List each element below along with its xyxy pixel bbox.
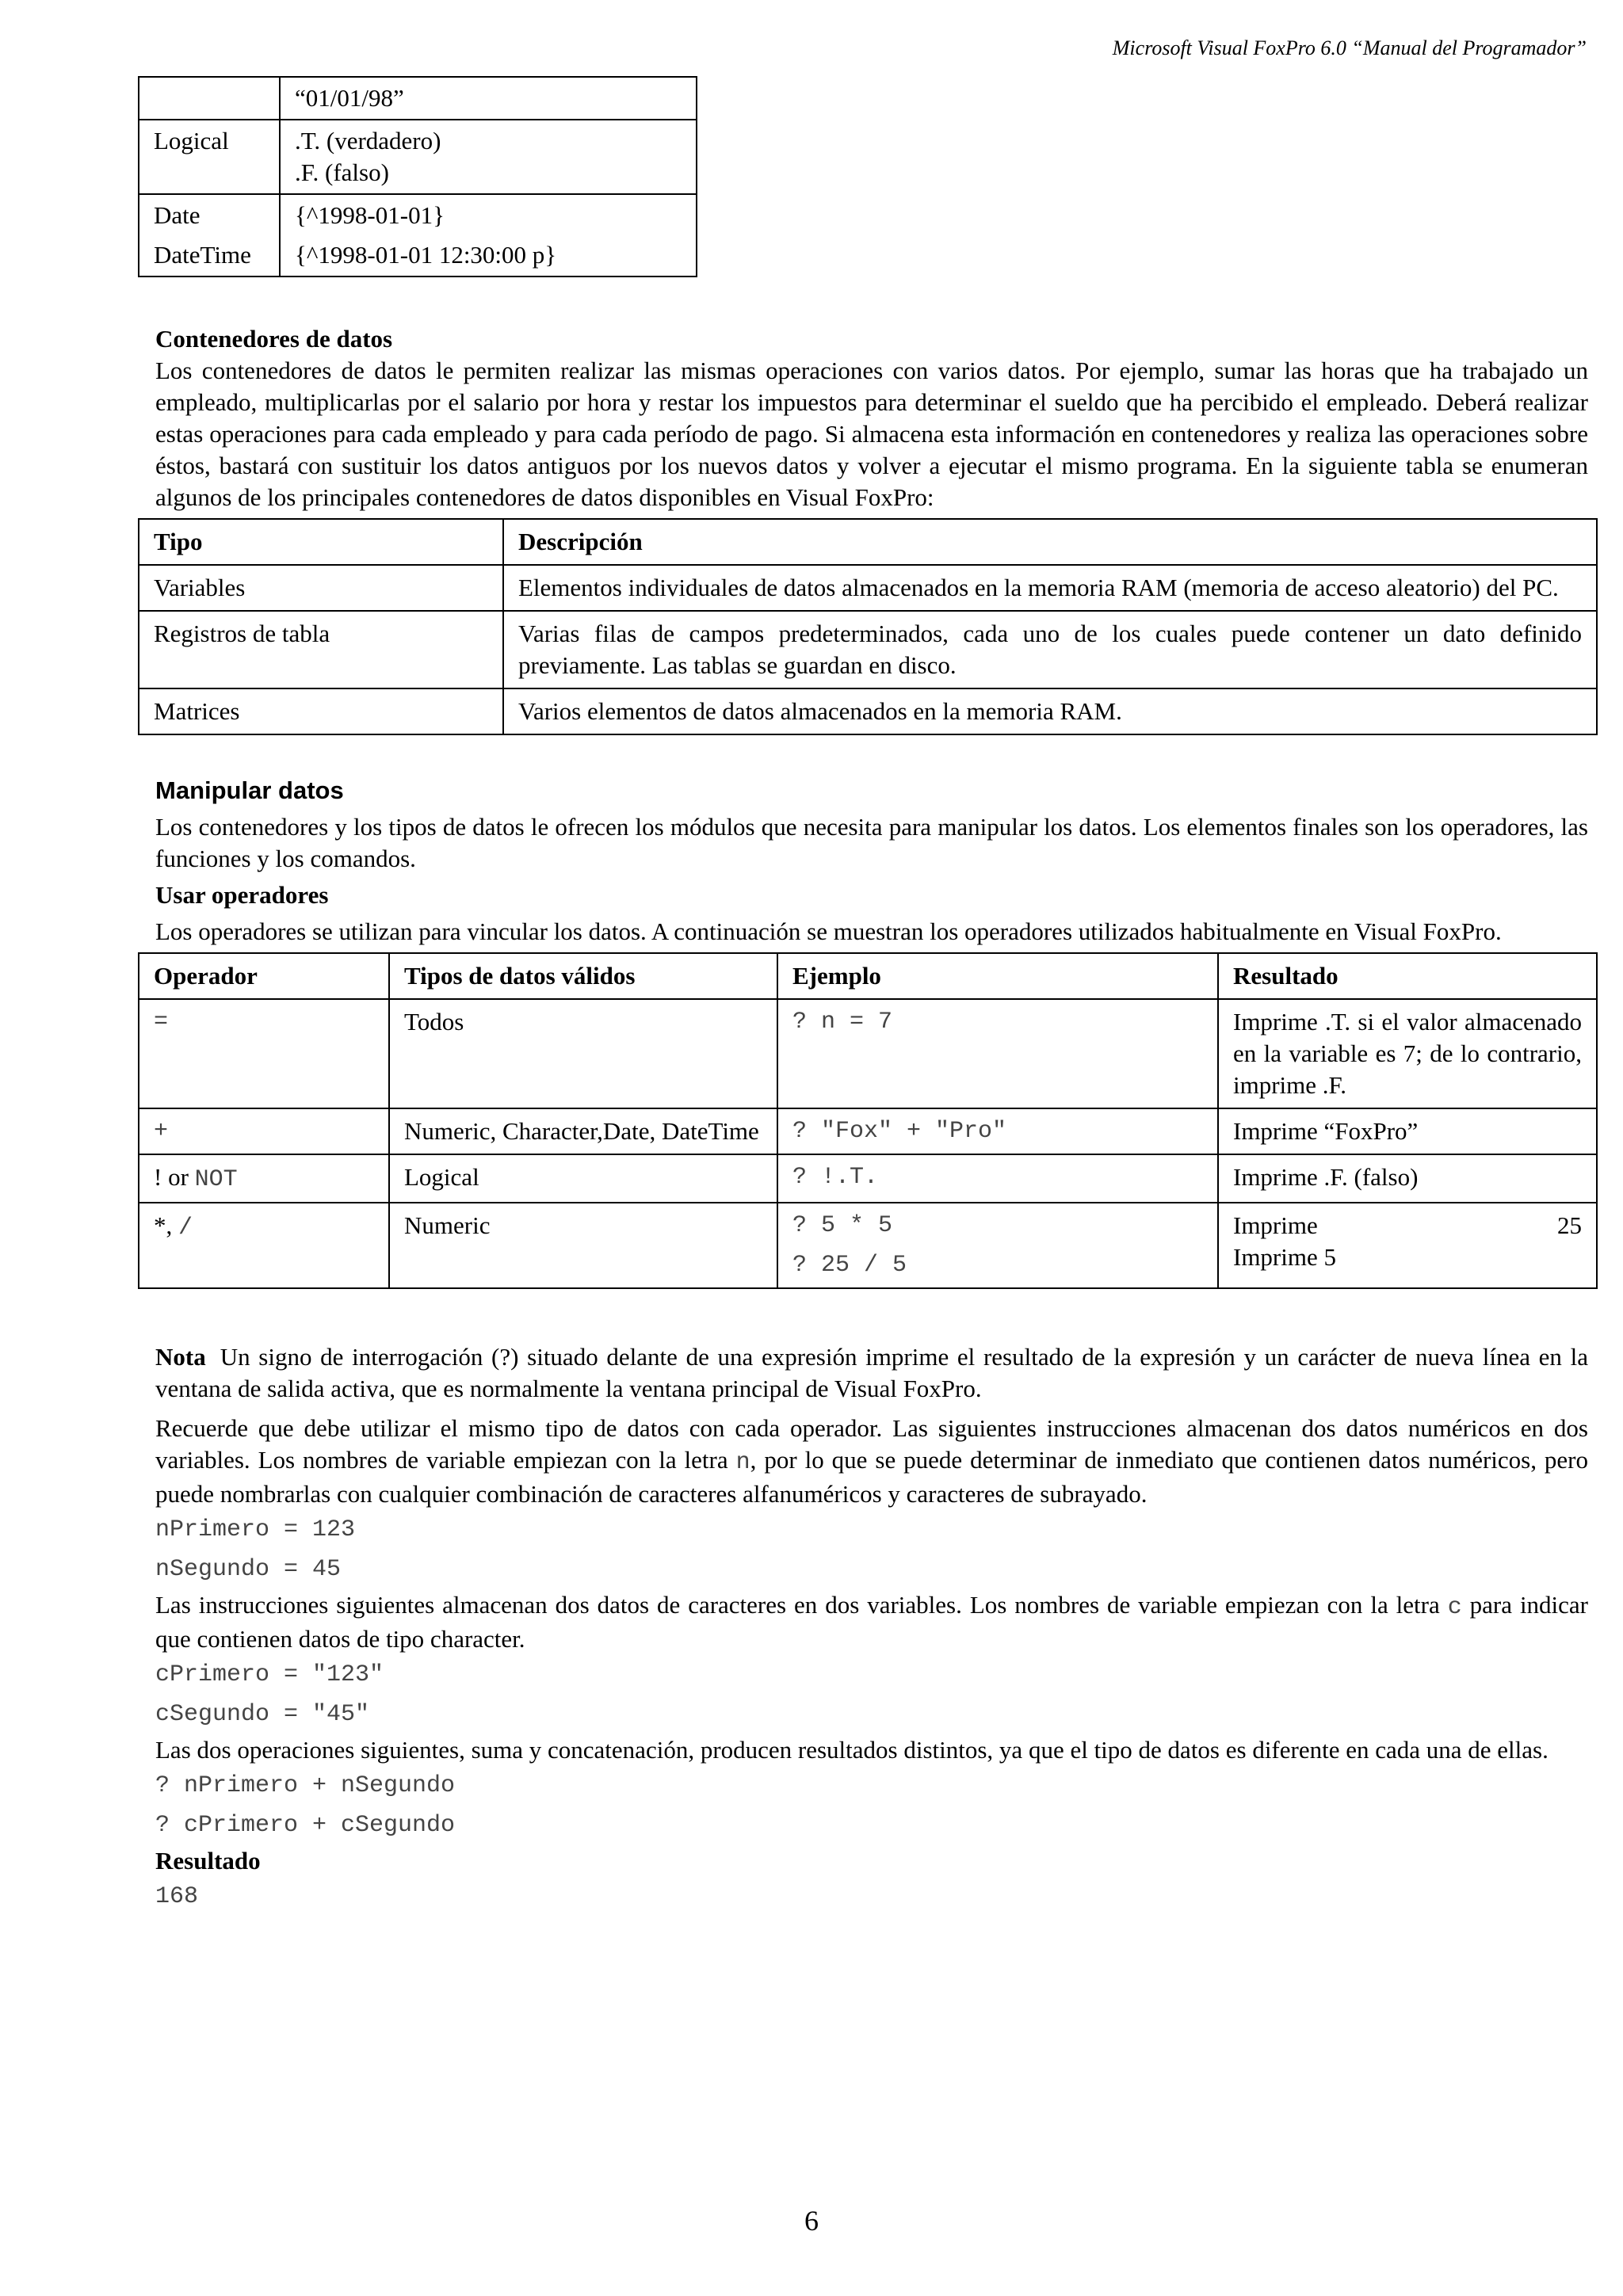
result-value: 25 [1557, 1211, 1582, 1239]
containers-paragraph: Los contenedores de datos le permiten realizar las mismas operaciones con varios datos. Por ejemplo, sumar las horas que ha trabajado un empleado, multiplicarlas por el salario por hora y restar los impuestos para determinar el sueldo que ha percibido el empleado. Deberá realizar estas operaciones para cada empleado y para cada período de pago. Si almacena esta información en contenedores y realiza las operaciones sobre éstos, bastará con sustituir los datos antiguos por los nuevos datos y volver a ejecutar el mismo programa. En la siguiente tabla se enumeran algunos de los principales contenedores de datos disponibles en Visual FoxPro: [155, 357, 1588, 511]
table-cell: “01/01/98” [280, 77, 697, 120]
table-row [139, 999, 1597, 1108]
code-line: nSegundo = 45 [155, 1556, 342, 1583]
column-header: Tipo [139, 519, 503, 565]
table-row [139, 120, 697, 194]
table-row [139, 611, 1597, 688]
table-cell: ? n = 7 [777, 999, 1218, 1108]
operators-table [138, 952, 1598, 1289]
operators-heading: Usar operadores [155, 881, 329, 909]
table-cell [139, 77, 280, 120]
date-type-label: Date [154, 201, 200, 229]
result-line: Imprime 5 [1233, 1243, 1336, 1271]
table-row [139, 194, 697, 277]
table-cell: Imprime “FoxPro” [1218, 1108, 1597, 1154]
table-cell: Numeric [389, 1203, 777, 1288]
table-cell [280, 194, 697, 277]
table-cell: = [139, 999, 389, 1108]
inline-code: n [735, 1449, 750, 1476]
table-cell: Registros de tabla [139, 611, 503, 688]
table-cell: Imprime .F. (falso) [1218, 1154, 1597, 1203]
operator-text: *, [154, 1211, 173, 1239]
containers-table [138, 518, 1598, 735]
table-header-row [139, 953, 1597, 999]
note-text: Un signo de interrogación (?) situado delante de una expresión imprime el resultado de la expresión y un carácter de nueva línea en la ventana de salida activa, que es normalmente la ventana principal de Visual FoxPro. [155, 1343, 1588, 1402]
table-row [139, 688, 1597, 734]
example-line: ? 5 * 5 [792, 1212, 893, 1239]
table-cell: Logical [389, 1154, 777, 1203]
table-header-row [139, 519, 1597, 565]
running-header: Microsoft Visual FoxPro 6.0 “Manual del Programador” [1112, 36, 1587, 59]
manipulate-paragraph: Los contenedores y los tipos de datos le ofrecen los módulos que necesita para manipular los datos. Los elementos finales son los operadores, las funciones y los comandos. [155, 813, 1588, 872]
table-cell: Numeric, Character,Date, DateTime [389, 1108, 777, 1154]
table-cell [139, 194, 280, 277]
table-cell: Matrices [139, 688, 503, 734]
example-line: ? 25 / 5 [792, 1252, 907, 1279]
table-cell: Imprime .T. si el valor almacenado en la variable es 7; de lo contrario, imprime .F. [1218, 999, 1597, 1108]
table-cell: Varias filas de campos predeterminados, cada uno de los cuales puede contener un dato definido previamente. Las tablas se guardan en disco. [503, 611, 1597, 688]
table-cell: ? !.T. [777, 1154, 1218, 1203]
column-header: Descripción [503, 519, 1597, 565]
page-content [155, 76, 1588, 1917]
body-text: para indicar que contienen datos de tipo character. [155, 1591, 1589, 1653]
table-cell: + [139, 1108, 389, 1154]
table-row [139, 1203, 1597, 1288]
note-paragraph [155, 1341, 1588, 1405]
datetime-type-label: DateTime [154, 241, 251, 269]
operators-paragraph: Los operadores se utilizan para vincular los datos. A continuación se muestran los operadores utilizados habitualmente en Visual FoxPro. [155, 917, 1502, 945]
table-row [139, 1108, 1597, 1154]
body-paragraph [155, 1589, 1588, 1655]
column-header: Operador [139, 953, 389, 999]
inline-code: c [1447, 1594, 1462, 1621]
code-line: nPrimero = 123 [155, 1516, 356, 1543]
logical-true-text: .T. (verdadero) [295, 127, 441, 154]
operator-mono: NOT [194, 1166, 238, 1193]
body-text: , por lo que se puede determinar de inmediato que contienen datos numéricos, pero puede nombrarlas con cualquier combinación de caracteres alfanuméricos y caracteres de subrayado. [155, 1446, 1589, 1508]
table-row [139, 565, 1597, 611]
result-text: Imprime [1233, 1211, 1318, 1239]
note-label: Nota [155, 1343, 206, 1371]
data-types-table [138, 76, 697, 277]
body-text: Las instrucciones siguientes almacenan dos datos de caracteres en dos variables. Los nombres de variable empiezan con la letra [155, 1591, 1440, 1619]
table-cell [139, 1154, 389, 1203]
column-header: Resultado [1218, 953, 1597, 999]
table-cell: Variables [139, 565, 503, 611]
table-cell: Todos [389, 999, 777, 1108]
table-row [139, 77, 697, 120]
code-line: ? cPrimero + cSegundo [155, 1812, 456, 1839]
body-text: Recuerde que debe utilizar el mismo tipo de datos con cada operador. Las siguientes instrucciones almacenan dos datos numéricos en dos variables. Los nombres de variable empiezan con la letra [155, 1414, 1588, 1474]
table-cell: Logical [139, 120, 280, 194]
column-header: Tipos de datos válidos [389, 953, 777, 999]
code-line: ? nPrimero + nSegundo [155, 1772, 456, 1799]
code-line: cSegundo = "45" [155, 1701, 370, 1728]
operator-text: ! or [154, 1163, 189, 1191]
body-paragraph [155, 1413, 1588, 1510]
table-row [139, 1154, 1597, 1203]
code-line: 168 [155, 1883, 199, 1910]
table-cell [1218, 1203, 1597, 1288]
page-number: 6 [804, 2205, 819, 2237]
table-cell [139, 1203, 389, 1288]
table-cell: ? "Fox" + "Pro" [777, 1108, 1218, 1154]
code-line: cPrimero = "123" [155, 1661, 384, 1688]
column-header: Ejemplo [777, 953, 1218, 999]
table-cell: Elementos individuales de datos almacenados en la memoria RAM (memoria de acceso aleatorio) del PC. [503, 565, 1597, 611]
manipulate-heading: Manipular datos [155, 776, 344, 804]
logical-true-line [295, 125, 682, 157]
result-heading: Resultado [155, 1847, 261, 1875]
table-cell: Varios elementos de datos almacenados en la memoria RAM. [503, 688, 1597, 734]
logical-false-text: .F. (falso) [295, 158, 389, 186]
body-paragraph: Las dos operaciones siguientes, suma y concatenación, producen resultados distintos, ya que el tipo de datos es diferente en cada una de ellas. [155, 1736, 1549, 1764]
containers-heading: Contenedores de datos [155, 325, 393, 353]
result-line [1233, 1210, 1582, 1241]
datetime-example: {^1998-01-01 12:30:00 p} [295, 241, 557, 269]
table-cell [280, 120, 697, 194]
operator-mono: / [178, 1215, 193, 1241]
table-cell [777, 1203, 1218, 1288]
date-example: {^1998-01-01} [295, 201, 445, 229]
